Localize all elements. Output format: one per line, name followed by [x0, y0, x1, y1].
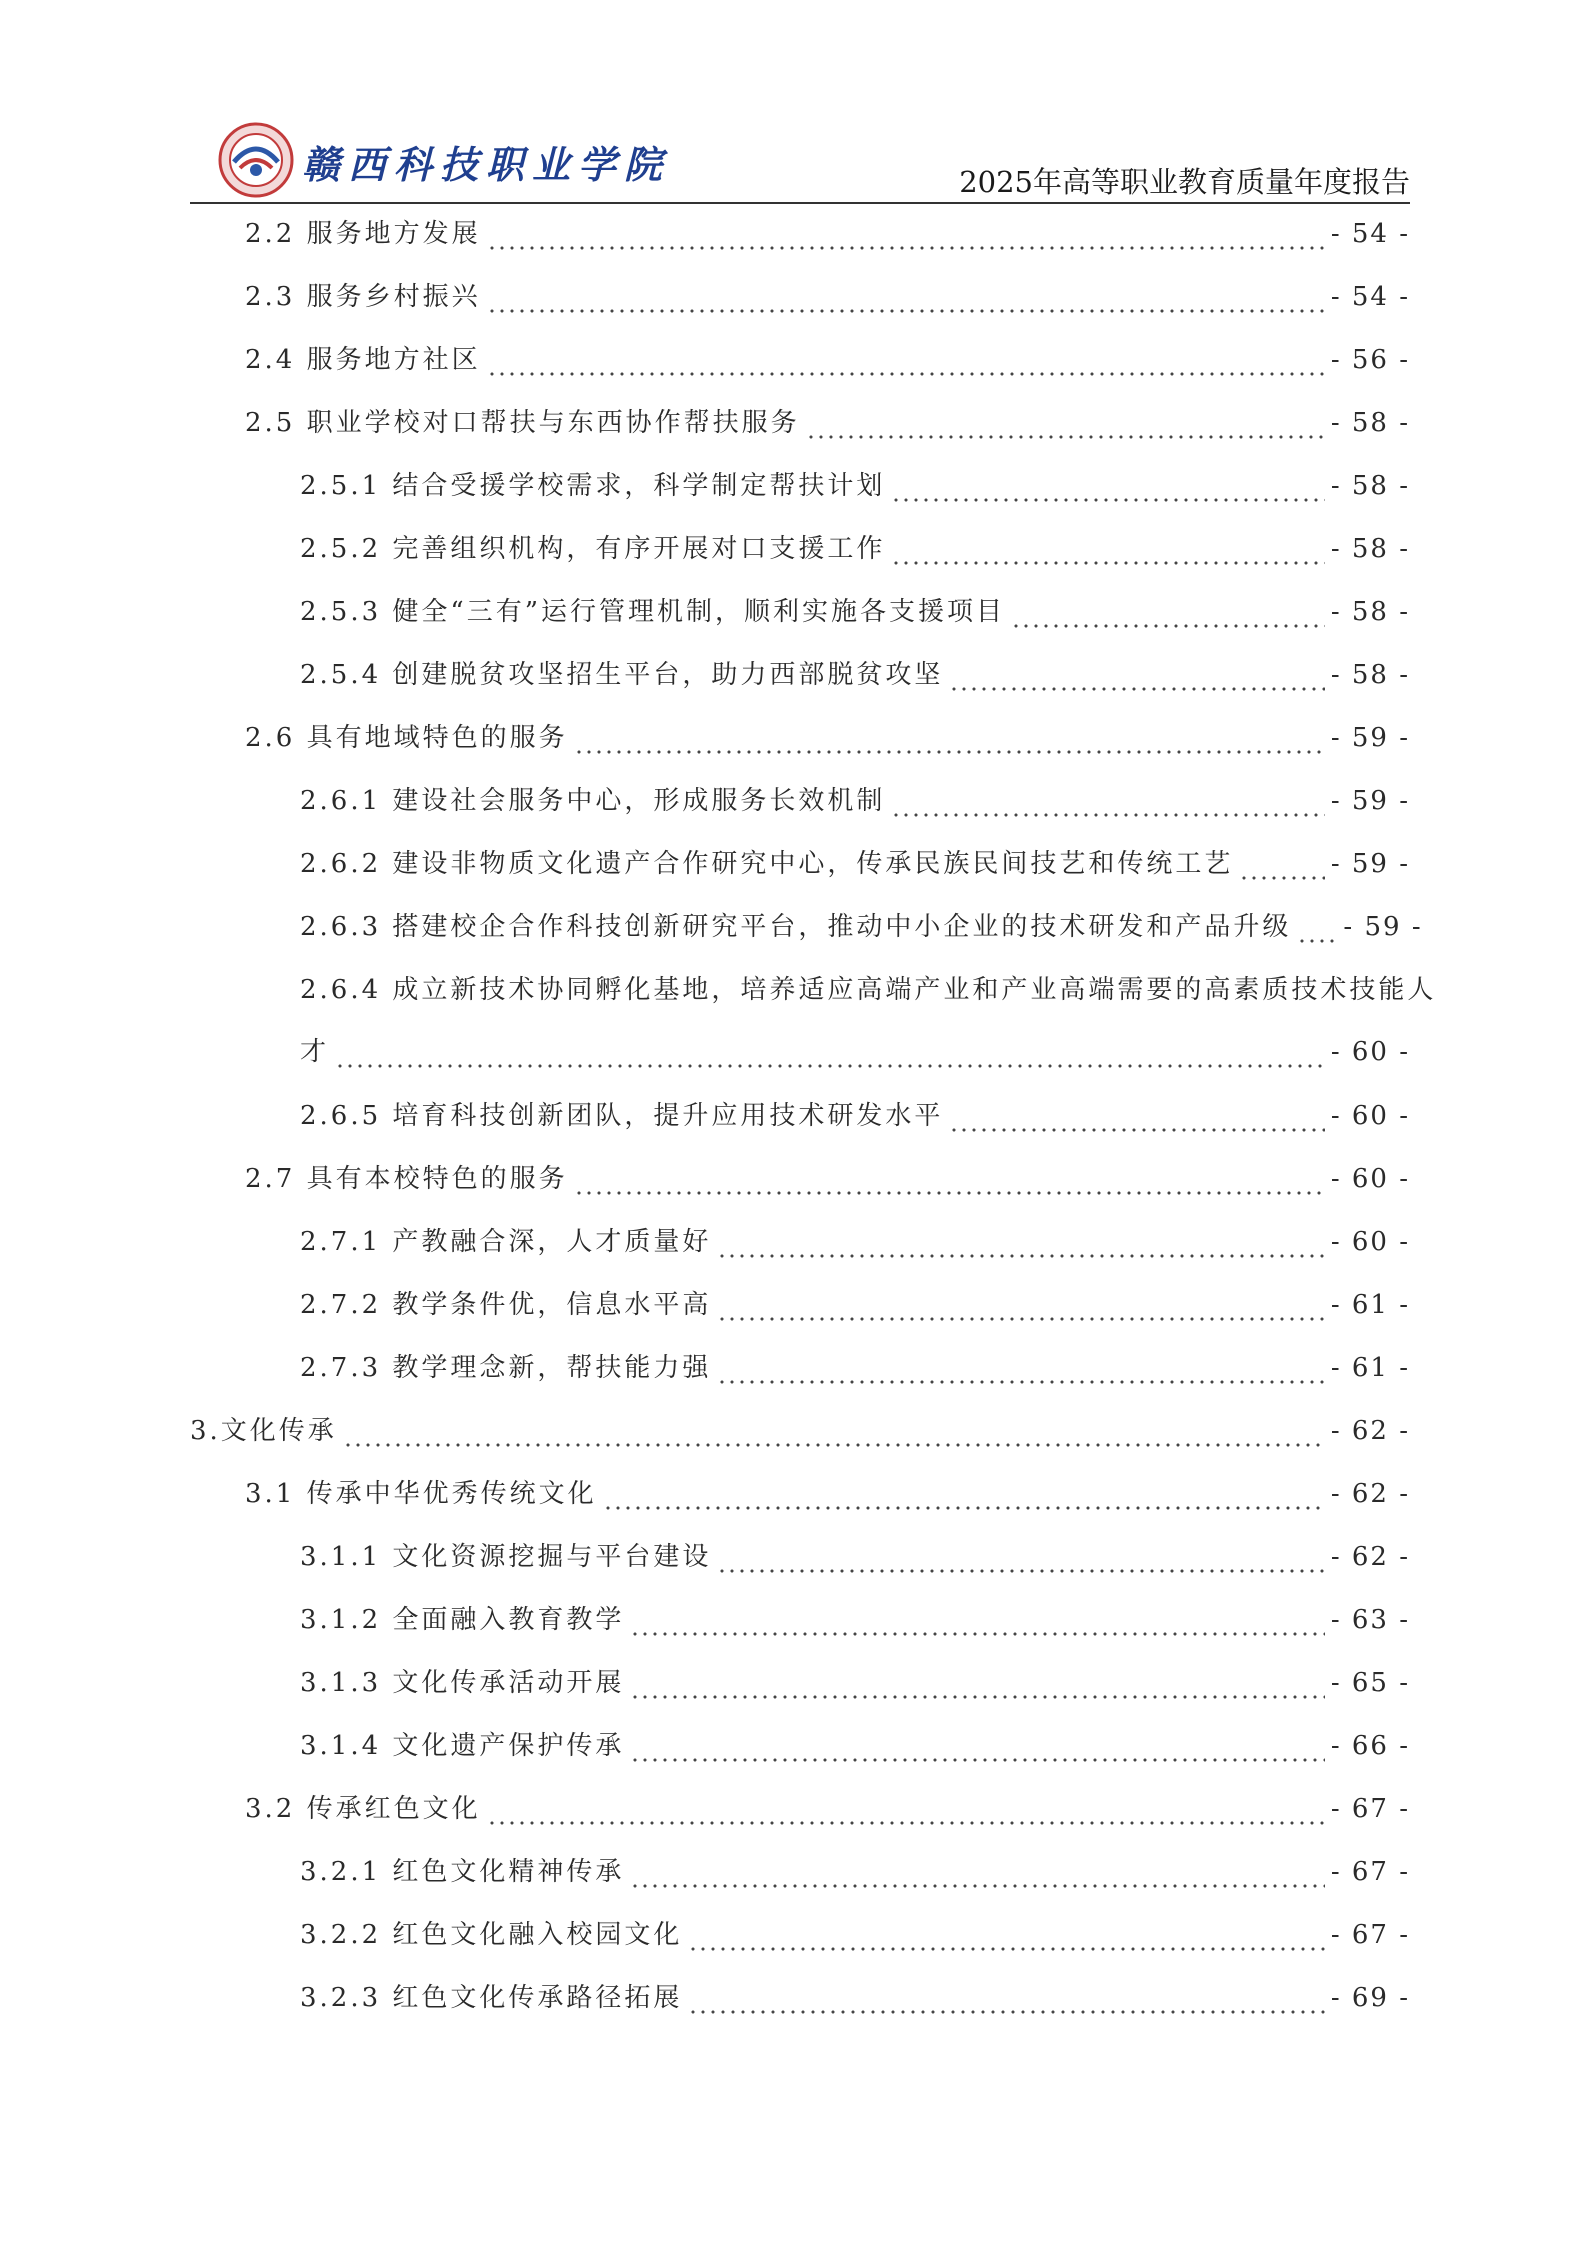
toc-entry-2-4[interactable] — [245, 340, 1410, 380]
toc-dot-leader — [487, 214, 1325, 254]
toc-dot-leader — [688, 1978, 1324, 2018]
toc-entry-text: 3.2.3 红色文化传承路径拓展 — [300, 1983, 683, 2013]
toc-dot-leader — [630, 1600, 1324, 1640]
toc-dot-leader — [574, 1159, 1325, 1199]
toc-entry-3-1[interactable] — [245, 1474, 1410, 1514]
toc-entry-text: 2.5.4 创建脱贫攻坚招生平台，助力西部脱贫攻坚 — [300, 660, 944, 690]
toc-entry-2-6[interactable] — [245, 718, 1410, 758]
toc-page-number: - 60 - — [1330, 1227, 1410, 1257]
toc-entry-text: 2.3 服务乡村振兴 — [245, 282, 481, 312]
toc-dot-leader — [717, 1222, 1324, 1262]
toc-entry-text: 3.1.4 文化遗产保护传承 — [300, 1731, 625, 1761]
toc-entry-2-6-1[interactable] — [300, 781, 1410, 821]
toc-dot-leader — [1011, 592, 1325, 632]
toc-page-number: - 58 - — [1330, 597, 1410, 627]
toc-entry-3-1-1[interactable] — [300, 1537, 1410, 1577]
toc-entry-3-2-2[interactable] — [300, 1915, 1410, 1955]
toc-entry-3-2-3[interactable] — [300, 1978, 1410, 2018]
toc-dot-leader — [335, 1032, 1325, 1072]
toc-dot-leader — [487, 277, 1325, 317]
toc-entry-text: 3.2.1 红色文化精神传承 — [300, 1857, 625, 1887]
toc-dot-leader — [574, 718, 1325, 758]
toc-entry-text: 2.5 职业学校对口帮扶与东西协作帮扶服务 — [245, 408, 800, 438]
toc-page-number: - 67 - — [1330, 1857, 1410, 1887]
toc-entry-2-5-1[interactable] — [300, 466, 1410, 506]
toc-dot-leader — [343, 1411, 1325, 1451]
toc-entry-text: 2.6.4 成立新技术协同孵化基地，培养适应高端产业和产业高端需要的高素质技术技能人 — [300, 975, 1437, 1005]
toc-entry-2-7[interactable] — [245, 1159, 1410, 1199]
toc-entry-text: 3.1 传承中华优秀传统文化 — [245, 1479, 597, 1509]
toc-dot-leader — [949, 655, 1324, 695]
toc-dot-leader — [1239, 844, 1324, 884]
toc-entry-2-3[interactable] — [245, 277, 1410, 317]
toc-entry-3-2[interactable] — [245, 1789, 1410, 1829]
school-name: 赣西科技职业学院 — [302, 143, 671, 187]
toc-page-number: - 60 - — [1330, 1037, 1410, 1067]
toc-dot-leader — [487, 340, 1325, 380]
toc-dot-leader — [603, 1474, 1325, 1514]
toc-entry-text: 2.6.2 建设非物质文化遗产合作研究中心，传承民族民间技艺和传统工艺 — [300, 849, 1234, 879]
toc-page-number: - 63 - — [1330, 1605, 1410, 1635]
toc-page-number: - 62 - — [1330, 1416, 1410, 1446]
toc-entry-text: 3.2 传承红色文化 — [245, 1794, 481, 1824]
toc-page-number: - 58 - — [1330, 471, 1410, 501]
toc-dot-leader — [717, 1537, 1324, 1577]
toc-dot-leader — [487, 1789, 1325, 1829]
toc-dot-leader — [891, 466, 1324, 506]
toc-entry-text-continued: 才 — [300, 1037, 330, 1067]
toc-page-number: - 59 - — [1330, 849, 1410, 879]
toc-dot-leader — [688, 1915, 1324, 1955]
toc-page-number: - 60 - — [1330, 1101, 1410, 1131]
toc-page-number: - 54 - — [1330, 282, 1410, 312]
toc-page-number: - 61 - — [1330, 1353, 1410, 1383]
toc-page-number: - 59 - — [1330, 723, 1410, 753]
toc-entry-3-2-1[interactable] — [300, 1852, 1410, 1892]
toc-entry-continuation — [300, 1032, 1410, 1072]
toc-page-number: - 61 - — [1330, 1290, 1410, 1320]
toc-entry-text: 3.文化传承 — [190, 1416, 337, 1446]
toc-dot-leader — [630, 1726, 1324, 1766]
toc-page-number: - 65 - — [1330, 1668, 1410, 1698]
toc-dot-leader — [806, 403, 1325, 443]
toc-entry-2-5-4[interactable] — [300, 655, 1410, 695]
toc-entry-text: 2.7 具有本校特色的服务 — [245, 1164, 568, 1194]
toc-entry-2-5-2[interactable] — [300, 529, 1410, 569]
toc-entry-text: 2.7.2 教学条件优，信息水平高 — [300, 1290, 712, 1320]
toc-entry-text: 3.1.2 全面融入教育教学 — [300, 1605, 625, 1635]
toc-page-number: - 62 - — [1330, 1542, 1410, 1572]
toc-entry-3[interactable] — [190, 1411, 1410, 1451]
toc-entry-2-5[interactable] — [245, 403, 1410, 443]
toc-entry-2-7-2[interactable] — [300, 1285, 1410, 1325]
toc-entry-text: 3.2.2 红色文化融入校园文化 — [300, 1920, 683, 1950]
toc-dot-leader — [717, 1348, 1324, 1388]
toc-dot-leader — [717, 1285, 1324, 1325]
toc-entry-text: 2.6.3 搭建校企合作科技创新研究平台，推动中小企业的技术研发和产品升级 — [300, 912, 1292, 942]
toc-page-number: - 58 - — [1330, 408, 1410, 438]
toc-entry-text: 2.2 服务地方发展 — [245, 219, 481, 249]
toc-entry-text: 2.4 服务地方社区 — [245, 345, 481, 375]
toc-entry-text: 2.7.3 教学理念新，帮扶能力强 — [300, 1353, 712, 1383]
toc-entry-3-1-3[interactable] — [300, 1663, 1410, 1703]
toc-entry-text: 2.5.2 完善组织机构，有序开展对口支援工作 — [300, 534, 886, 564]
toc-dot-leader — [891, 781, 1324, 821]
toc-page-number: - 58 - — [1330, 534, 1410, 564]
toc-page-number: - 59 - — [1330, 786, 1410, 816]
toc-entry-2-6-5[interactable] — [300, 1096, 1410, 1136]
toc-entry-text: 2.7.1 产教融合深，人才质量好 — [300, 1227, 712, 1257]
toc-dot-leader — [630, 1852, 1324, 1892]
toc-page-number: - 67 - — [1330, 1794, 1410, 1824]
toc-entry-text: 3.1.1 文化资源挖掘与平台建设 — [300, 1542, 712, 1572]
toc-entry-2-6-3[interactable] — [300, 907, 1423, 947]
toc-entry-2-5-3[interactable] — [300, 592, 1410, 632]
toc-page-number: - 62 - — [1330, 1479, 1410, 1509]
toc-page-number: - 67 - — [1330, 1920, 1410, 1950]
toc-page-number: - 60 - — [1330, 1164, 1410, 1194]
toc-page-number: - 59 - — [1343, 912, 1423, 942]
toc-entry-text: 2.6 具有地域特色的服务 — [245, 723, 568, 753]
toc-entry-text: 3.1.3 文化传承活动开展 — [300, 1668, 625, 1698]
toc-entry-text: 2.5.1 结合受援学校需求，科学制定帮扶计划 — [300, 471, 886, 501]
toc-page-number: - 58 - — [1330, 660, 1410, 690]
toc-entry-2-7-1[interactable] — [300, 1222, 1410, 1262]
toc-page-number: - 56 - — [1330, 345, 1410, 375]
toc-entry-text: 2.6.5 培育科技创新团队，提升应用技术研发水平 — [300, 1101, 944, 1131]
toc-entry-3-1-2[interactable] — [300, 1600, 1410, 1640]
toc-entry-text: 2.5.3 健全“三有”运行管理机制，顺利实施各支援项目 — [300, 597, 1006, 627]
toc-entry-2-7-3[interactable] — [300, 1348, 1410, 1388]
toc-dot-leader — [949, 1096, 1324, 1136]
toc-page-number: - 66 - — [1330, 1731, 1410, 1761]
report-title: 2025年高等职业教育质量年度报告 — [959, 165, 1410, 199]
toc-dot-leader — [630, 1663, 1324, 1703]
toc-entry-2-6-2[interactable] — [300, 844, 1410, 884]
toc-entry-2-6-4[interactable] — [300, 970, 1437, 1067]
toc-entry-text: 2.6.1 建设社会服务中心，形成服务长效机制 — [300, 786, 886, 816]
toc-dot-leader — [891, 529, 1324, 569]
toc-entry-3-1-4[interactable] — [300, 1726, 1410, 1766]
toc-dot-leader — [1297, 907, 1337, 947]
toc-page-number: - 54 - — [1330, 219, 1410, 249]
toc-entry-2-2[interactable] — [245, 214, 1410, 254]
toc-page-number: - 69 - — [1330, 1983, 1410, 2013]
